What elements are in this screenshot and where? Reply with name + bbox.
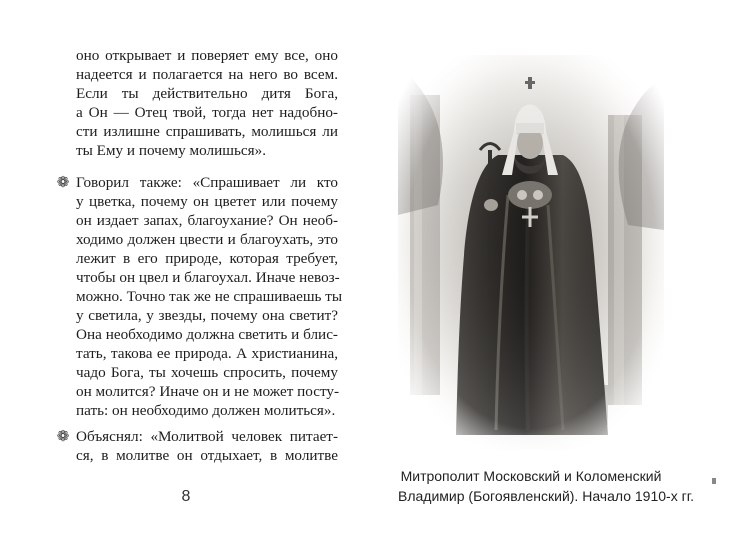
text-line: у цветка, почему он цветет или почему [76,193,338,210]
text-line: Говорил также: «Спрашивает ли кто [76,174,338,191]
text-line: чадо Бога, ты хочешь спросить, почему [76,364,338,381]
text-line: а Он — Отец твой, тогда нет надобно- [76,104,338,121]
text-line: ты Ему и почему молишься». [76,142,266,159]
portrait-photo [398,55,664,450]
photo-caption-line: Митрополит Московский и Коломенский [400,468,662,484]
text-line: ся, в молитве он отдыхает, в молитве [76,447,338,464]
edge-mark [712,478,716,484]
text-line: тать, такова ее природа. А христианина, [76,345,338,362]
text-line: оно открывает и поверяет ему все, оно [76,47,338,64]
text-line: ходимо должен цвести и благоухать, это [76,231,338,248]
photo-caption-line: Владимир (Богоявленский). Начало 1910-х гг. [398,488,694,504]
text-line: надеется и полагается на него во всем. [76,66,338,83]
text-line: Объяснял: «Молитвой человек питает- [76,428,338,445]
text-line: можно. Точно так же не спрашиваешь ты [76,288,343,305]
text-line: сти излишне спрашивать, молишься ли [76,123,338,140]
text-line: у светила, у звезды, почему она светит? [76,307,338,324]
portrait-photo-metropolitan [398,55,664,450]
text-line: он издает запах, благоухание? Он необ- [76,212,338,229]
text-line: Если ты действительно дитя Бога, [76,85,338,102]
flower-ornament-icon: ❁ [56,429,70,445]
text-line: чтобы он цвел и благоухал. Иначе невоз- [76,269,340,286]
text-line: пать: он необходимо должен молиться». [76,402,336,419]
flower-ornament-icon: ❁ [56,175,70,191]
text-line: он молится? Иначе он и не может посту- [76,383,340,400]
text-line: Она необходимо должна светить и блис- [76,326,338,343]
text-line: лежит в его природе, которая требует, [76,250,338,267]
page-number: 8 [181,488,191,505]
